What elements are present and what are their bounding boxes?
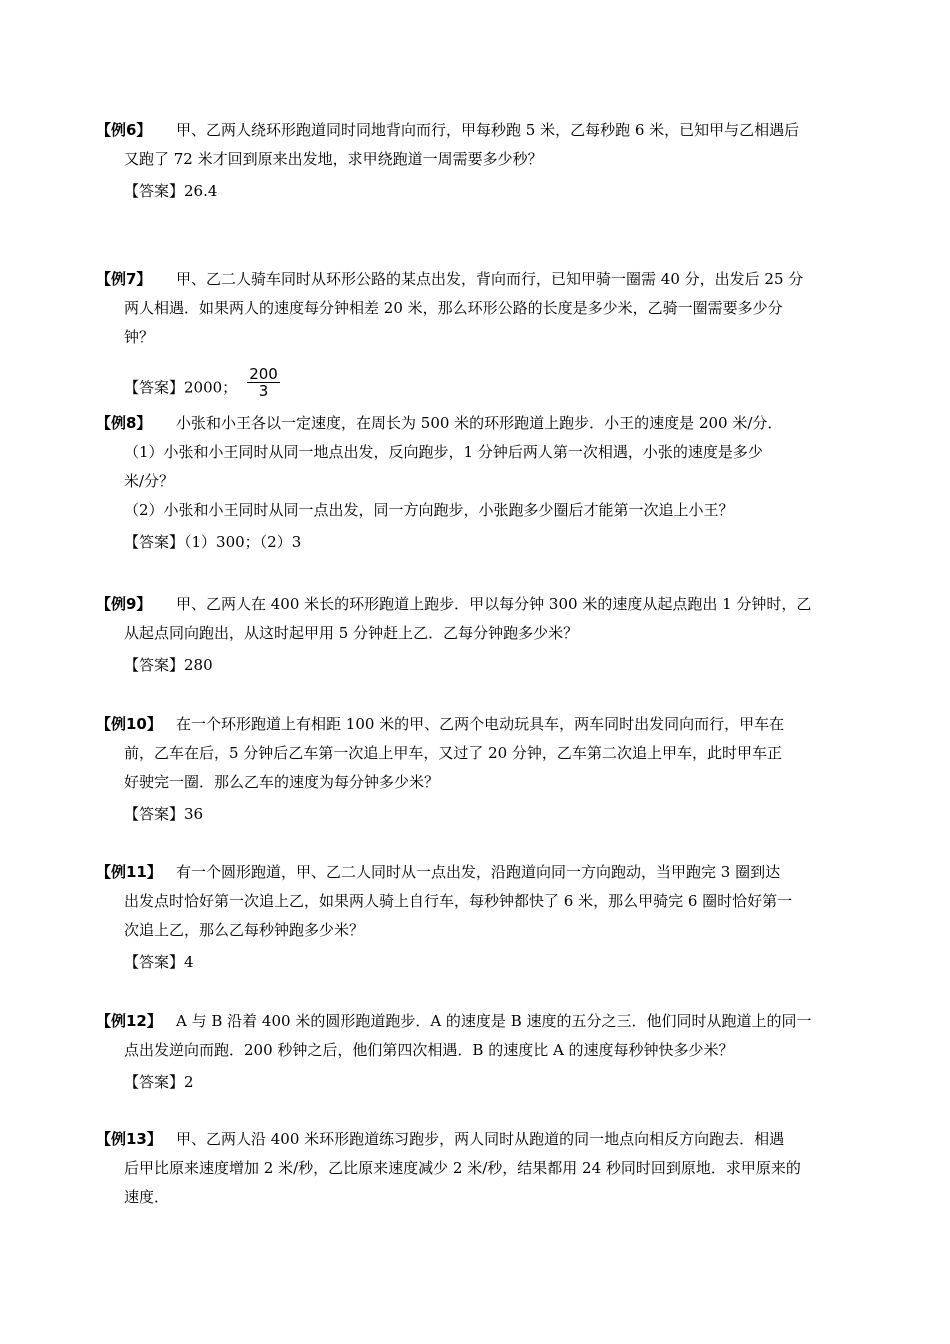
example-6 xyxy=(96,116,866,206)
example-label: 【例13】 xyxy=(96,1130,162,1148)
answer: 【答案】4 xyxy=(124,953,194,971)
answer: 【答案】280 xyxy=(124,656,213,674)
example-text-line: 好驶完一圈．那么乙车的速度为每分钟多少米？ xyxy=(124,773,440,791)
answer: 【答案】2 xyxy=(124,1073,194,1091)
example-text-line: （2）小张和小王同时从同一点出发，同一方向跑步，小张跑多少圈后才能第一次追上小王？ xyxy=(124,501,734,519)
answer xyxy=(96,365,866,401)
example-8 xyxy=(96,409,866,557)
example-text-line: 从起点同向跑出，从这时起甲用 5 分钟赶上乙．乙每分钟跑多少米？ xyxy=(124,624,579,642)
example-text-line: 甲、乙两人绕环形跑道同时同地背向而行，甲每秒跑 5 米，乙每秒跑 6 米，已知甲与乙相遇后 xyxy=(176,121,800,139)
answer: 【答案】（1）300；（2）3 xyxy=(124,533,302,551)
example-13 xyxy=(96,1125,866,1212)
example-9 xyxy=(96,590,866,680)
example-text-line: 钟？ xyxy=(124,328,155,346)
answer-fraction xyxy=(247,366,280,399)
example-label: 【例10】 xyxy=(96,715,162,733)
example-text-line: 速度． xyxy=(124,1188,170,1206)
example-11 xyxy=(96,858,866,977)
example-label: 【例12】 xyxy=(96,1012,162,1030)
example-text-line: 米/分？ xyxy=(124,472,175,490)
example-text-line: 小张和小王各以一定速度，在周长为 500 米的环形跑道上跑步．小王的速度是 200 米/分． xyxy=(176,414,783,432)
example-text-line: 又跑了 72 米才回到原来出发地，求甲绕跑道一周需要多少秒？ xyxy=(124,150,543,168)
example-text-line: 两人相遇．如果两人的速度每分钟相差 20 米，那么环形公路的长度是多少米，乙骑一圈需要多少分 xyxy=(124,299,783,317)
example-7 xyxy=(96,265,866,401)
example-text-line: 前，乙车在后，5 分钟后乙车第一次追上甲车，又过了 20 分钟，乙车第二次追上甲车，此时甲车正 xyxy=(124,744,782,762)
example-text-line: 次追上乙，那么乙每秒钟跑多少米？ xyxy=(124,921,365,939)
example-text-line: 出发点时恰好第一次追上乙，如果两人骑上自行车，每秒钟都快了 6 米，那么甲骑完 6 圈时恰好第一 xyxy=(124,892,793,910)
example-label: 【例8】 xyxy=(96,414,152,432)
example-text-line: A 与 B 沿着 400 米的圆形跑道跑步．A 的速度是 B 速度的五分之三．他们同时从跑道上的同一 xyxy=(176,1012,812,1030)
example-text-line: 点出发逆向而跑．200 秒钟之后，他们第四次相遇．B 的速度比 A 的速度每秒钟快多少米？ xyxy=(124,1041,734,1059)
example-label: 【例9】 xyxy=(96,595,152,613)
fraction-numerator: 200 xyxy=(249,365,278,383)
example-12 xyxy=(96,1007,866,1097)
example-10 xyxy=(96,710,866,829)
answer: 【答案】26.4 xyxy=(124,182,218,200)
answer: 【答案】36 xyxy=(124,805,204,823)
example-text-line: （1）小张和小王同时从同一地点出发，反向跑步，1 分钟后两人第一次相遇，小张的速度是多少 xyxy=(124,443,763,461)
example-label: 【例6】 xyxy=(96,121,152,139)
example-label: 【例7】 xyxy=(96,270,152,288)
example-label: 【例11】 xyxy=(96,863,162,881)
answer-text: 【答案】2000； xyxy=(124,378,238,397)
example-text-line: 甲、乙两人沿 400 米环形跑道练习跑步，两人同时从跑道的同一地点向相反方向跑去．相遇 xyxy=(176,1130,785,1148)
example-text-line: 有一个圆形跑道，甲、乙二人同时从一点出发，沿跑道向同一方向跑动，当甲跑完 3 圈到达 xyxy=(176,863,781,881)
fraction-denominator: 3 xyxy=(258,382,269,400)
example-text-line: 甲、乙二人骑车同时从环形公路的某点出发，背向而行，已知甲骑一圈需 40 分，出发后 25 分 xyxy=(176,270,804,288)
example-text-line: 甲、乙两人在 400 米长的环形跑道上跑步．甲以每分钟 300 米的速度从起点跑出 1 分钟时，乙 xyxy=(176,595,812,613)
example-text-line: 在一个环形跑道上有相距 100 米的甲、乙两个电动玩具车，两车同时出发同向而行，甲车在 xyxy=(176,715,785,733)
example-text-line: 后甲比原来速度增加 2 米/秒，乙比原来速度减少 2 米/秒，结果都用 24 秒同时回到原地．求甲原来的 xyxy=(124,1159,801,1177)
